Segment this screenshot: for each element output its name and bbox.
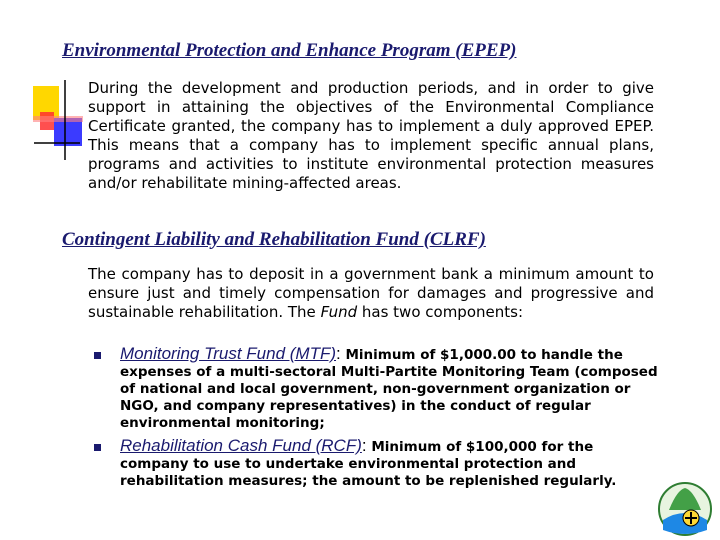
fund-italic: Fund	[320, 303, 358, 321]
clrf-text-2: has two components:	[357, 303, 523, 321]
mtf-colon: :	[336, 344, 341, 363]
epep-paragraph: During the development and production periods, and in order to give support in attaining the objectives of the Environmental Compliance Certificate granted, the company has to implement a duly approved EPEP. This means that a company has to implement specific annual plans, programs and activities to institute environmental protection measures and/or rehabilitate mining-affected areas.	[88, 79, 654, 192]
clrf-text-1: The company has to deposit in a government bank a minimum amount to ensure just and timely compensation for damages and progressive and sustainable rehabilitation. The	[88, 265, 654, 321]
section-title-epep: Environmental Protection and Enhance Program (EPEP)	[62, 40, 517, 61]
bullet-item-rcf	[120, 437, 660, 490]
section-title-clrf: Contingent Liability and Rehabilitation Fund (CLRF)	[62, 229, 486, 250]
bullet-square-icon	[94, 352, 101, 359]
mtf-text: Minimum of $1,000.00 to handle the expenses of a multi-sectoral Multi-Partite Monitoring Team (composed of national and local government, non-government organization or NGO, and company representatives) in the conduct of regular environmental monitoring;	[120, 347, 658, 431]
blue-block	[54, 118, 82, 146]
rcf-colon: :	[361, 436, 367, 455]
pink-glow	[33, 116, 83, 122]
bullet-item-mtf	[120, 345, 660, 432]
bullet-square-icon	[94, 444, 101, 451]
rcf-text: Minimum of $100,000 for the company to use to undertake environmental protection and rehabilitation measures; the amount to be replenished regularly.	[120, 439, 617, 489]
agency-logo-icon	[655, 480, 715, 538]
mtf-heading: Monitoring Trust Fund (MTF)	[120, 344, 337, 363]
rcf-heading: Rehabilitation Cash Fund (RCF)	[120, 436, 362, 455]
clrf-paragraph	[88, 265, 654, 322]
